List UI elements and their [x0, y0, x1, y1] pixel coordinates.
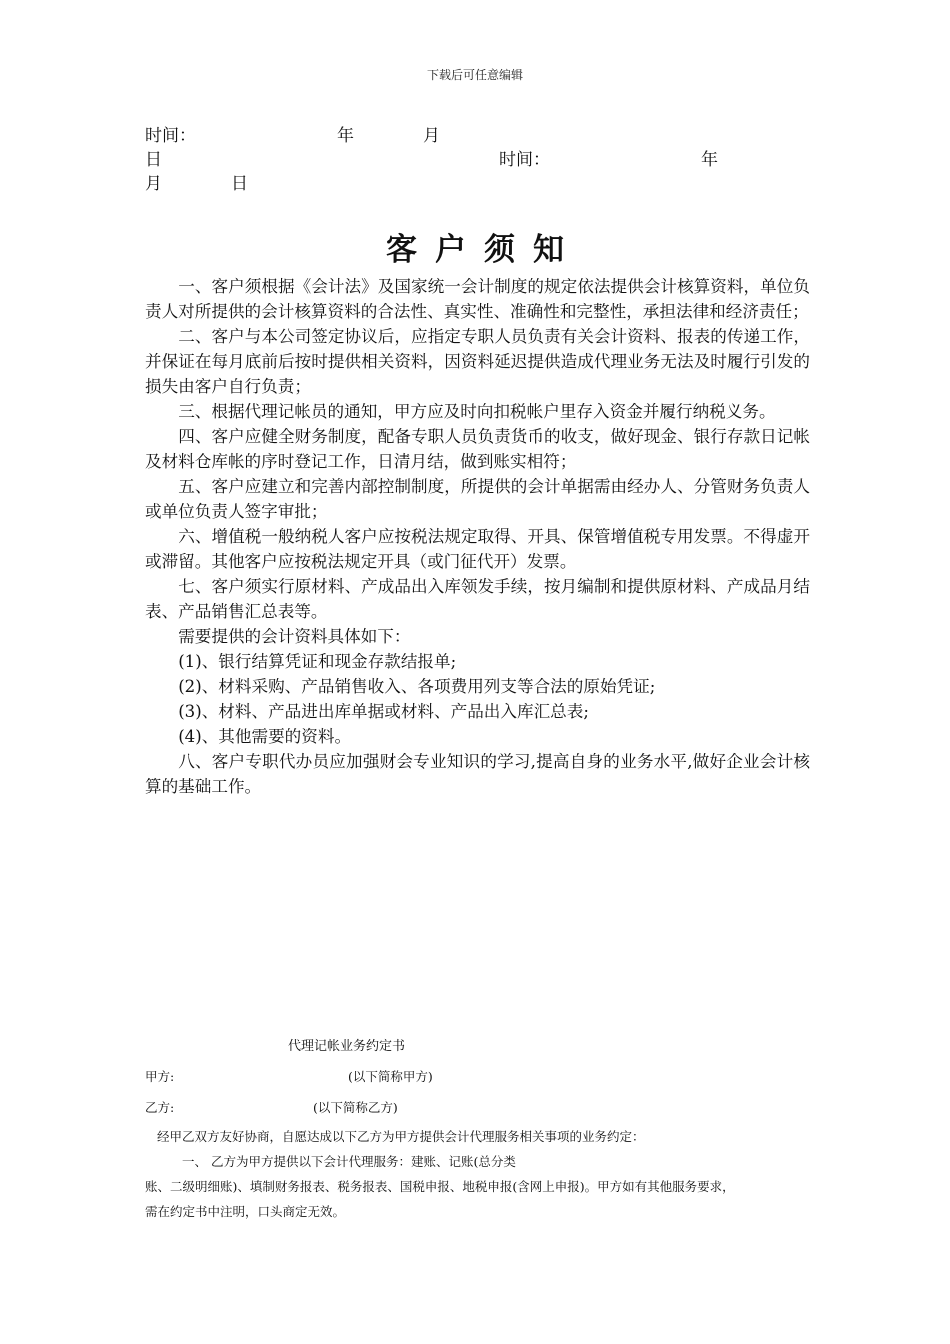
- paragraph-6: 六、增值税一般纳税人客户应按税法规定取得、开具、保管增值税专用发票。不得虚开或滞留。其他客户应按税法规定开具（或门征代开）发票。: [145, 527, 810, 571]
- time-label: 时间：: [145, 126, 196, 146]
- time-line-1: [145, 124, 805, 148]
- month-label-2: 月: [145, 174, 162, 194]
- party-a-note: (以下简称甲方): [348, 1069, 433, 1084]
- materials-intro: 需要提供的会计资料具体如下：: [178, 627, 411, 646]
- day-label-2: 日: [231, 174, 248, 194]
- day-label: 日: [145, 150, 162, 170]
- paragraph-2: 二、客户与本公司签定协议后，应指定专职人员负责有关会计资料、报表的传递工作，并保证在每月底前后按时提供相关资料，因资料延迟提供造成代理业务无法及时履行引发的损失由客户自行负责；: [145, 327, 810, 396]
- material-item-4: (4)、其他需要的资料。: [178, 727, 352, 746]
- time-line-3: [145, 172, 805, 196]
- page-title: 客户须知: [386, 232, 582, 268]
- material-item-3: (3)、材料、产品进出库单据或材料、产品出入库汇总表;: [178, 702, 589, 721]
- paragraph-5: 五、客户应建立和完善内部控制制度，所提供的会计单据需由经办人、分管财务负责人或单位负责人签字审批；: [145, 477, 810, 521]
- time-block: [145, 124, 805, 196]
- contract-section: [145, 1064, 815, 1224]
- party-a-label: 甲方:: [145, 1069, 175, 1084]
- header-note: 下载后可任意编辑: [426, 68, 523, 82]
- contract-item-1-line-1: 一、 乙方为甲方提供以下会计代理服务：建账、记账(总分类: [182, 1154, 516, 1169]
- material-item-2: (2)、材料采购、产品销售收入、各项费用列支等合法的原始凭证;: [178, 677, 656, 696]
- contract-item-1-line-2: 账、二级明细账)、填制财务报表、税务报表、国税申报、地税申报(含网上申报)。甲方如有其他服务要求，: [145, 1179, 735, 1194]
- party-a-row: [145, 1064, 815, 1089]
- paragraph-8: 八、客户专职代办员应加强财会专业知识的学习,提高自身的业务水平,做好企业会计核算的基础工作。: [145, 752, 810, 796]
- paragraph-4: 四、客户应健全财务制度，配备专职人员负责货币的收支，做好现金、银行存款日记帐及材料仓库帐的序时登记工作，日清月结，做到账实相符；: [145, 427, 810, 471]
- material-item-1: (1)、银行结算凭证和现金存款结报单;: [178, 652, 457, 671]
- party-b-label: 乙方:: [145, 1100, 175, 1115]
- paragraph-7: 七、客户须实行原材料、产成品出入库领发手续，按月编制和提供原材料、产成品月结表、产品销售汇总表等。: [145, 577, 810, 621]
- month-label: 月: [423, 126, 440, 146]
- contract-item-1-line-3: 需在约定书中注明，口头商定无效。: [145, 1204, 346, 1219]
- party-b-row: [145, 1095, 815, 1120]
- time-line-2: [145, 148, 805, 172]
- contract-intro: 经甲乙双方友好协商，自愿达成以下乙方为甲方提供会计代理服务相关事项的业务约定：: [157, 1129, 645, 1144]
- party-b-note: (以下简称乙方): [313, 1100, 398, 1115]
- paragraph-3: 三、根据代理记帐员的通知，甲方应及时向扣税帐户里存入资金并履行纳税义务。: [178, 402, 776, 421]
- contract-title: 代理记帐业务约定书: [288, 1039, 406, 1054]
- time-label-2: 时间：: [499, 150, 550, 170]
- notice-body: [145, 274, 810, 799]
- year-label: 年: [337, 126, 354, 146]
- year-label-2: 年: [701, 150, 718, 170]
- paragraph-1: 一、客户须根据《会计法》及国家统一会计制度的规定依法提供会计核算资料，单位负责人对所提供的会计核算资料的合法性、真实性、准确性和完整性，承担法律和经济责任；: [145, 277, 810, 321]
